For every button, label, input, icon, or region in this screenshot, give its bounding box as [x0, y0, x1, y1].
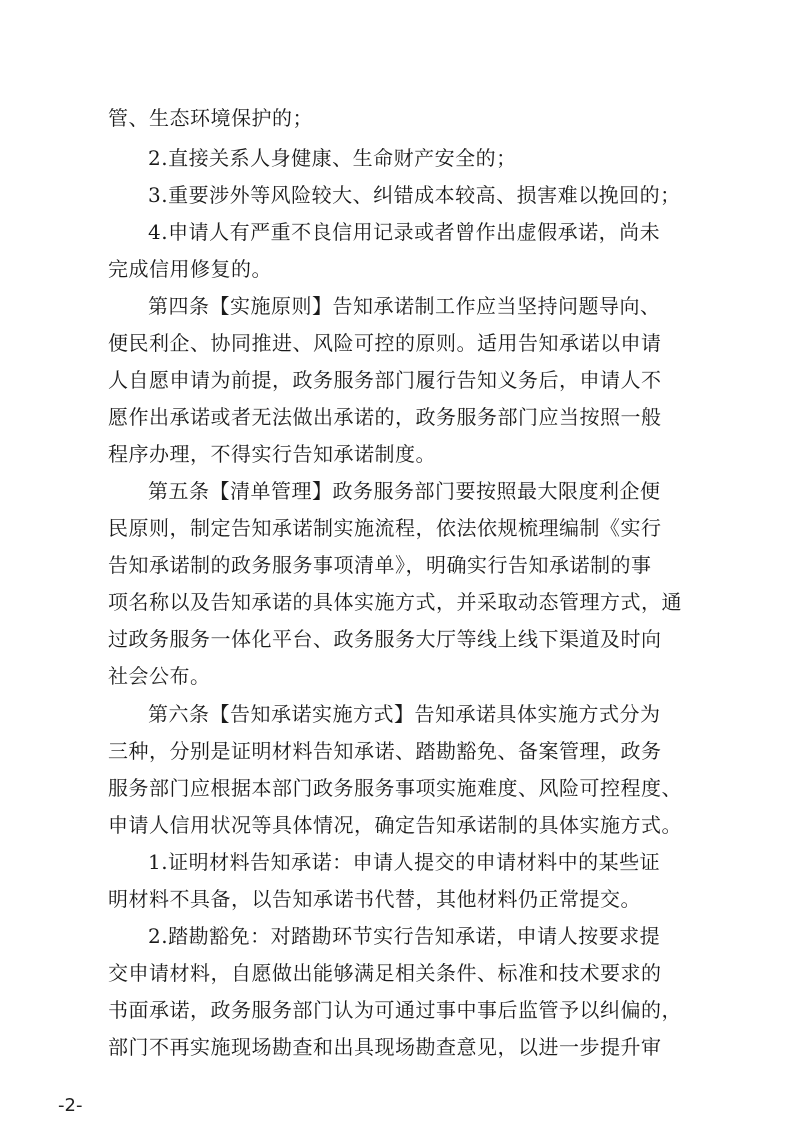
text-line: 三种，分别是证明材料告知承诺、踏勘豁免、备案管理，政务 [108, 739, 662, 763]
text-line: 完成信用修复的。 [108, 257, 272, 281]
text-line: 过政务服务一体化平台、政务服务大厅等线上线下渠道及时向 [108, 627, 662, 651]
text-line: 申请人信用状况等具体情况，确定告知承诺制的具体实施方式。 [108, 813, 682, 837]
text-line: 程序办理，不得实行告知承诺制度。 [108, 442, 436, 466]
text-line: 项名称以及告知承诺的具体实施方式，并采取动态管理方式，通 [108, 590, 682, 614]
text-line: 民原则，制定告知承诺制实施流程，依法依规梳理编制《实行 [108, 516, 662, 540]
text-line: 告知承诺制的政务服务事项清单》，明确实行告知承诺制的事 [108, 553, 652, 577]
page-number: -2- [58, 1095, 83, 1116]
text-line: 第六条【告知承诺实施方式】告知承诺具体实施方式分为 [148, 702, 661, 726]
text-line: 4.申请人有严重不良信用记录或者曾作出虚假承诺，尚未 [148, 220, 661, 244]
text-line: 2.踏勘豁免：对踏勘环节实行告知承诺，申请人按要求提 [148, 924, 661, 948]
text-line: 书面承诺，政务服务部门认为可通过事中事后监管予以纠偏的， [108, 998, 682, 1022]
text-line: 1.证明材料告知承诺：申请人提交的申请材料中的某些证 [148, 850, 661, 874]
text-line: 部门不再实施现场勘查和出具现场勘查意见，以进一步提升审 [108, 1035, 662, 1059]
text-line: 2.直接关系人身健康、生命财产安全的； [148, 146, 517, 170]
text-line: 第四条【实施原则】告知承诺制工作应当坚持问题导向、 [148, 294, 661, 318]
text-line: 第五条【清单管理】政务服务部门要按照最大限度利企便 [148, 479, 661, 503]
text-line: 便民利企、协同推进、风险可控的原则。适用告知承诺以申请 [108, 331, 662, 355]
text-line: 社会公布。 [108, 664, 211, 688]
text-line: 人自愿申请为前提，政务服务部门履行告知义务后，申请人不 [108, 368, 662, 392]
text-line: 明材料不具备，以告知承诺书代替，其他材料仍正常提交。 [108, 887, 641, 911]
text-line: 服务部门应根据本部门政务服务事项实施难度、风险可控程度、 [108, 776, 682, 800]
text-line: 愿作出承诺或者无法做出承诺的，政务服务部门应当按照一般 [108, 405, 662, 429]
text-line: 管、生态环境保护的； [108, 106, 313, 130]
text-line: 交申请材料，自愿做出能够满足相关条件、标准和技术要求的 [108, 961, 662, 985]
text-line: 3.重要涉外等风险较大、纠错成本较高、损害难以挽回的； [148, 183, 681, 207]
